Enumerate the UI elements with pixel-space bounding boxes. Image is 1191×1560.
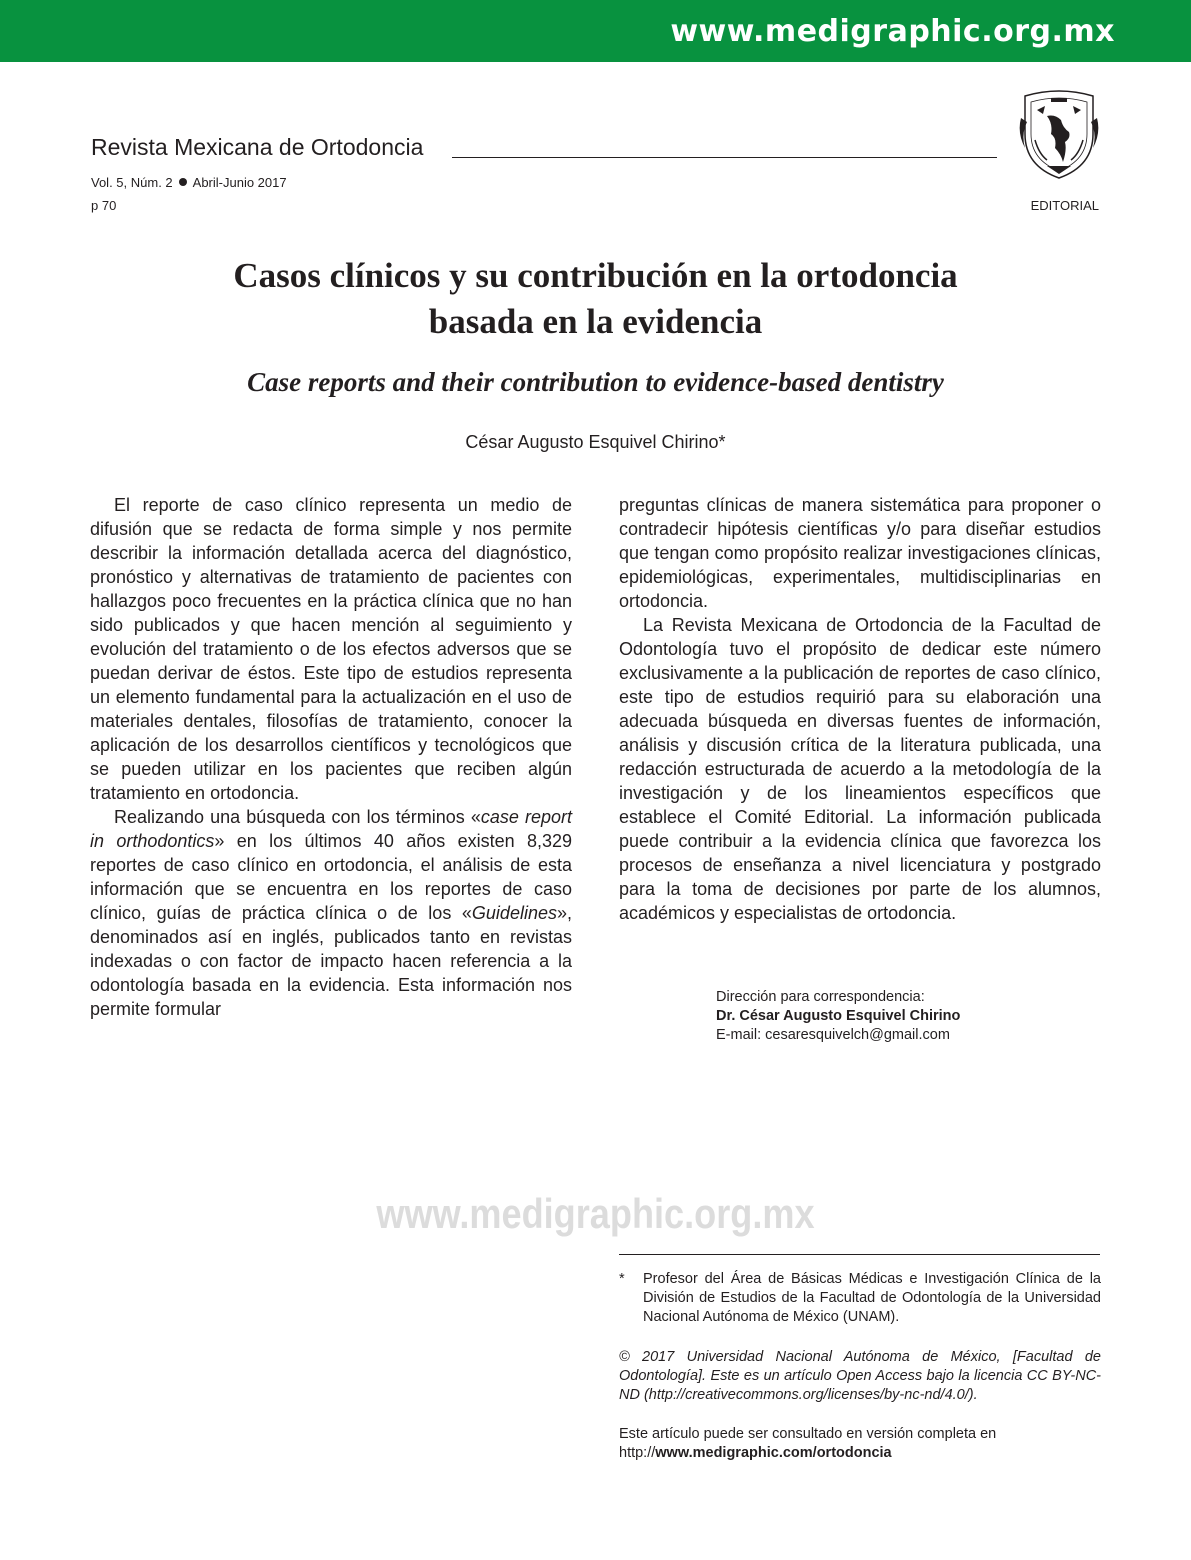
paragraph-3: preguntas clínicas de manera sistemática para proponer o contradecir hipótesis científicas y/o para diseñar estudios que tengan como propósito realizar investigaciones clínicas, epidemiológicas, experimentales, multidisciplinarias en ortodoncia. <box>619 495 1101 611</box>
correspondence-label: Dirección para correspondencia: <box>716 989 925 1005</box>
watermark: www.medigraphic.org.mx <box>376 1190 815 1237</box>
site-url[interactable]: www.medigraphic.org.mx <box>670 14 1115 49</box>
bullet-icon <box>179 178 187 186</box>
title-line-2: basada en la evidencia <box>428 302 763 341</box>
page-number: p 70 <box>91 198 117 213</box>
unam-seal-icon <box>1017 88 1101 182</box>
paragraph-4: La Revista Mexicana de Ortodoncia de la Facultad de Odontología tuvo el propósito de dedicar este número exclusivamente a la publicación de reportes de caso clínico, este tipo de estudios requirió para su elaboración una adecuada búsqueda en diversas fuentes de información, análisis y discusión crítica de la literatura publicada, una redacción estructurada de acuerdo a la metodología de la investigación y de los lineamientos específicos que establece el Comité Editorial. La información publicada puede contribuir a la evidencia clínica que favorezca los procesos de enseñanza a nivel licenciatura y postgrado para la toma de decisiones por parte de los alumnos, académicos y especialistas de ortodoncia. <box>619 615 1101 923</box>
footnote-mark: * <box>619 1271 625 1287</box>
p2-italic-guidelines: Guidelines <box>471 903 557 923</box>
top-banner <box>0 0 1191 62</box>
section-label: EDITORIAL <box>1030 198 1099 213</box>
consult-link-prefix: http:// <box>619 1445 656 1461</box>
consult-notice <box>619 1425 1101 1463</box>
consult-link[interactable] <box>619 1444 1101 1463</box>
correspondence-email[interactable]: E-mail: cesaresquivelch@gmail.com <box>716 1027 950 1043</box>
paragraph-1: El reporte de caso clínico representa un medio de difusión que se redacta de forma simple y nos permite describir la información detallada acerca del diagnóstico, pronóstico y alternativas de tratamiento de pacientes con hallazgos poco frecuentes en la práctica clínica que no han sido publicados y que hacen mención al seguimiento y evolución del tratamiento o de los efectos adversos que se puedan derivar de éstos. Este tipo de estudios representa un elemento fundamental para la actualización en el uso de materiales dentales, filosofías de tratamiento, conocer la aplicación de los desarrollos científicos y tecnológicos que se pueden utilizar en los pacientes que reciben algún tratamiento en ortodoncia. <box>90 495 572 803</box>
volume-number: Vol. 5, Núm. 2 <box>91 175 173 190</box>
article-author: César Augusto Esquivel Chirino* <box>465 432 726 452</box>
footnote-text: Profesor del Área de Básicas Médicas e Investigación Clínica de la División de Estudios de la Facultad de Odontología de la Universidad Nacional Autónoma de México (UNAM). <box>643 1271 1101 1325</box>
consult-link-path: /ortodoncia <box>812 1445 892 1461</box>
p2-italic-term: case report in orthodontics <box>90 807 572 851</box>
p2-text-b: » en los últimos 40 años existen 8,329 reportes de caso clínico en ortodoncia, el análisis de esta información que se encuentra en los reportes de caso clínico, guías de práctica clínica o de los « <box>90 831 572 923</box>
volume-info <box>91 175 287 190</box>
p2-text-a: Realizando una búsqueda con los términos « <box>114 807 481 827</box>
article-title <box>150 253 1041 345</box>
journal-rule <box>452 157 997 158</box>
p2-text-c: », denominados así en inglés, publicados tanto en revistas indexadas o con factor de impacto hacen referencia a la odontología basada en la evidencia. Esta información nos permite formular <box>90 903 572 1019</box>
issue-date: Abril-Junio 2017 <box>192 175 287 190</box>
correspondence-block <box>716 988 960 1045</box>
footnote-rule <box>619 1254 1100 1255</box>
paragraph-2 <box>90 805 572 1021</box>
author-footnote <box>619 1270 1101 1327</box>
journal-name: Revista Mexicana de Ortodoncia <box>91 134 424 160</box>
title-line-1: Casos clínicos y su contribución en la ortodoncia <box>233 256 958 295</box>
license-text: © 2017 Universidad Nacional Autónoma de México, [Facultad de Odontología]. Este es un artículo Open Access bajo la licencia CC BY-NC-ND (http://creativecommons.org/licenses/by-nc-nd/4.0/). <box>619 1349 1101 1403</box>
article-subtitle: Case reports and their contribution to evidence-based dentistry <box>247 367 944 397</box>
left-column <box>90 493 572 1021</box>
right-column <box>619 493 1101 925</box>
correspondence-name: Dr. César Augusto Esquivel Chirino <box>716 1008 961 1024</box>
consult-text: Este artículo puede ser consultado en versión completa en <box>619 1426 997 1442</box>
consult-link-domain: www.medigraphic.com <box>655 1445 813 1461</box>
